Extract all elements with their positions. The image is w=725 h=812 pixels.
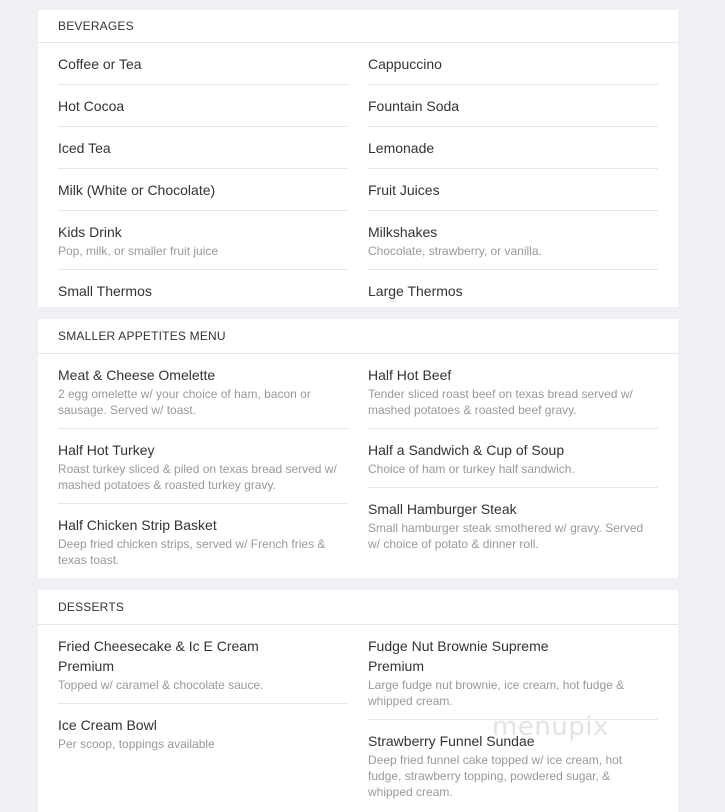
- item-description: Deep fried chicken strips, served w/ French fries & texas toast.: [58, 537, 326, 567]
- menu-item: [58, 270, 348, 311]
- menu-item: [368, 270, 658, 311]
- menu-item: [368, 488, 658, 562]
- item-name: Ice Cream Bowl: [58, 717, 157, 733]
- menu-item: [58, 169, 348, 211]
- menu-item: [368, 85, 658, 127]
- item-name: Kids Drink: [58, 224, 122, 240]
- item-name: Half a Sandwich & Cup of Soup: [368, 442, 565, 458]
- item-description: Per scoop, toppings available: [58, 737, 215, 751]
- item-description: Choice of ham or turkey half sandwich.: [368, 462, 575, 476]
- menu-item: [58, 504, 348, 578]
- item-name: Large Thermos: [368, 283, 463, 299]
- smaller-appetites-right-column: [368, 354, 658, 578]
- menu-item: [58, 43, 348, 85]
- menu-item: [58, 429, 348, 504]
- smaller-appetites-card: [38, 319, 678, 578]
- section-title-desserts: DESSERTS: [38, 590, 678, 625]
- item-description: Chocolate, strawberry, or vanilla.: [368, 244, 542, 258]
- item-name: Cappuccino: [368, 56, 442, 72]
- item-name: Iced Tea: [58, 140, 111, 156]
- item-name: Small Thermos: [58, 283, 152, 299]
- item-description: Roast turkey sliced & piled on texas bread served w/ mashed potatoes & roasted turkey gravy.: [58, 462, 337, 492]
- item-name: Meat & Cheese Omelette: [58, 367, 216, 383]
- item-description: Small hamburger steak smothered w/ gravy. Served w/ choice of potato & dinner roll.: [368, 521, 644, 551]
- menu-item: [368, 127, 658, 169]
- menu-item: [58, 211, 348, 270]
- menu-item: [58, 354, 348, 429]
- menu-item: [58, 85, 348, 127]
- item-description: Tender sliced roast beef on texas bread served w/ mashed potatoes & roasted beef gravy.: [368, 387, 633, 417]
- menu-item: [368, 625, 658, 720]
- item-name: Small Hamburger Steak: [368, 501, 517, 517]
- item-name: Milk (White or Chocolate): [58, 182, 216, 198]
- beverages-left-column: [58, 43, 348, 311]
- section-title-beverages: BEVERAGES: [38, 10, 678, 43]
- desserts-left-column: [58, 625, 348, 810]
- menu-item: [58, 127, 348, 169]
- item-name: Lemonade: [368, 140, 435, 156]
- item-description: 2 egg omelette w/ your choice of ham, bacon or sausage. Served w/ toast.: [58, 387, 311, 417]
- item-name: Milkshakes: [368, 224, 438, 240]
- item-name: Fudge Nut Brownie Supreme Premium: [368, 638, 549, 674]
- item-name: Strawberry Funnel Sundae: [368, 733, 535, 749]
- item-description: Topped w/ caramel & chocolate sauce.: [58, 678, 264, 692]
- section-title-smaller-appetites: SMALLER APPETITES MENU: [38, 319, 678, 354]
- menu-item: [368, 211, 658, 270]
- menu-item: [368, 429, 658, 488]
- item-name: Coffee or Tea: [58, 56, 142, 72]
- menupix-watermark: menupix: [492, 712, 609, 742]
- item-name: Fruit Juices: [368, 182, 440, 198]
- item-name: Half Hot Beef: [368, 367, 452, 383]
- item-name: Fried Cheesecake & Ic E Cream Premium: [58, 638, 259, 674]
- menu-item: [368, 354, 658, 429]
- menu-item: [58, 704, 348, 762]
- smaller-appetites-left-column: [58, 354, 348, 578]
- item-description: Pop, milk, or smaller fruit juice: [58, 244, 219, 258]
- beverages-card: [38, 10, 678, 307]
- item-name: Fountain Soda: [368, 98, 460, 114]
- item-name: Half Chicken Strip Basket: [58, 517, 217, 533]
- item-description: Deep fried funnel cake topped w/ ice cream, hot fudge, strawberry topping, powdered sugar, & whipped cream.: [368, 753, 623, 799]
- item-name: Hot Cocoa: [58, 98, 125, 114]
- menu-item: [58, 625, 348, 704]
- desserts-card: [38, 590, 678, 812]
- beverages-right-column: [368, 43, 658, 311]
- menu-item: [368, 169, 658, 211]
- item-name: Half Hot Turkey: [58, 442, 155, 458]
- item-description: Large fudge nut brownie, ice cream, hot fudge & whipped cream.: [368, 678, 625, 708]
- menu-item: [368, 43, 658, 85]
